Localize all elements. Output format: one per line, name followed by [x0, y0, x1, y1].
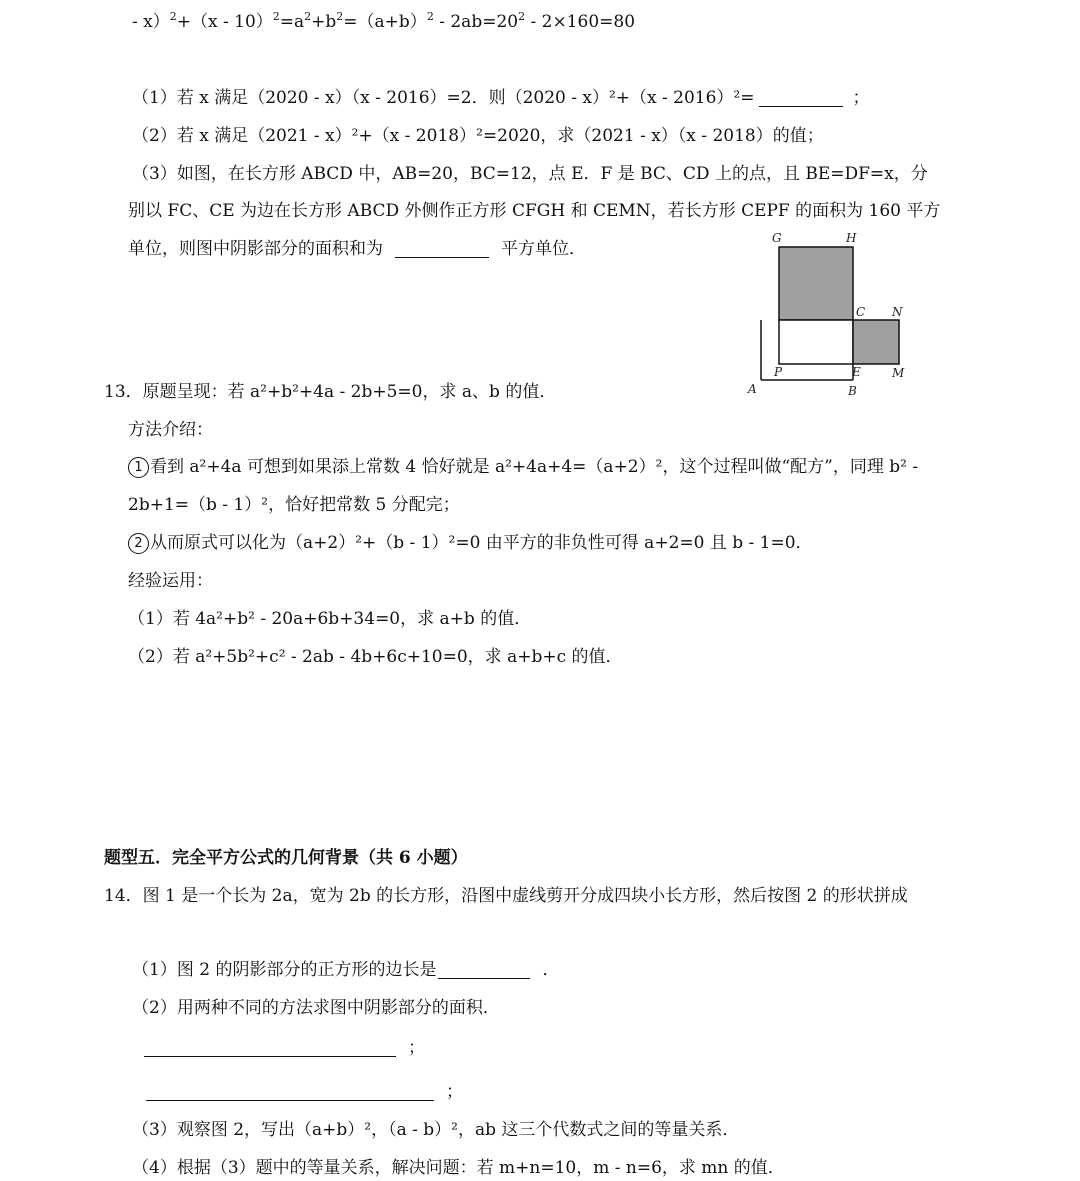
q14-answer-line2 — [146, 1080, 463, 1104]
answer-blank[interactable] — [395, 241, 489, 258]
sup: 2 — [336, 10, 344, 23]
q12-part3-line3 — [128, 237, 586, 261]
q13-method-step1-text: 看到 a²+4a 可想到如果添上常数 4 恰好就是 a²+4a+4=（a+2）²，这个过程叫做“配方”，同理 b² - — [150, 457, 919, 477]
rectangle-squares-figure — [742, 228, 922, 400]
punct: ； — [408, 1038, 425, 1058]
q12-part2: （2）若 x 满足（2021 - x）²+（x - 2018）²=2020，求（2021 - x）（x - 2018）的值； — [132, 126, 824, 146]
punct: ； — [852, 88, 870, 108]
q12-part1-text: （1）若 x 满足（2020 - x）（x - 2016）=2．则（2020 - x）²+（x - 2016）²= — [132, 88, 755, 108]
q13-method-heading: 方法介绍： — [128, 420, 213, 440]
square-cfgh — [779, 247, 853, 320]
sup: 2 — [304, 10, 312, 23]
sup: 2 — [169, 10, 177, 23]
label-g: G — [772, 231, 782, 245]
q14-answer-line1 — [144, 1036, 425, 1060]
formula-part: =a — [279, 12, 305, 32]
formula-part: =（a+b） — [343, 12, 427, 32]
label-n: N — [892, 305, 903, 319]
square-cemn — [853, 320, 899, 364]
punct: ． — [542, 960, 560, 980]
q13-method-step2 — [128, 531, 813, 555]
sup: 2 — [272, 10, 280, 23]
q12-part3-line3-text: 单位，则图中阴影部分的面积和为 — [128, 239, 383, 259]
q14-part1 — [132, 958, 559, 982]
q13-method-step1-line2: 2b+1=（b - 1）²，恰好把常数 5 分配完； — [128, 495, 460, 515]
label-m: M — [892, 366, 905, 380]
punct: ； — [446, 1082, 463, 1102]
q14-part4: （4）根据（3）题中的等量关系，解决问题：若 m+n=10，m - n=6，求 mn 的值． — [132, 1158, 785, 1178]
answer-blank[interactable] — [759, 90, 843, 107]
top-formula-line — [132, 10, 635, 34]
formula-part: +（x - 10） — [176, 12, 273, 32]
formula-part: +b — [311, 12, 337, 32]
q14-part3: （3）观察图 2，写出（a+b）²，（a - b）²，ab 这三个代数式之间的等量关系． — [132, 1120, 740, 1140]
label-c: C — [856, 305, 866, 319]
formula-part: - 2ab=20 — [433, 12, 519, 32]
label-h: H — [846, 231, 857, 245]
label-e: E — [852, 365, 861, 379]
q13-method-step1-line1 — [128, 455, 918, 479]
q13-part1: （1）若 4a²+b² - 20a+6b+34=0，求 a+b 的值． — [128, 609, 532, 629]
answer-blank[interactable] — [438, 962, 530, 979]
sup: 2 — [426, 10, 434, 23]
q12-part1 — [132, 86, 870, 110]
q12-part3-line2: 别以 FC、CE 为边在长方形 ABCD 外侧作正方形 CFGH 和 CEMN，若长方形 CEPF 的面积为 160 平方 — [128, 201, 941, 221]
sup: 2 — [518, 10, 526, 23]
q13-method-step2-text: 从而原式可以化为（a+2）²+（b - 1）²=0 由平方的非负性可得 a+2=0 且 b - 1=0． — [150, 533, 813, 553]
q13-title: 13．原题呈现：若 a²+b²+4a - 2b+5=0，求 a、b 的值． — [104, 382, 557, 402]
answer-blank[interactable] — [146, 1084, 434, 1101]
q14-part2: （2）用两种不同的方法求图中阴影部分的面积． — [132, 998, 500, 1018]
label-p: P — [774, 365, 783, 379]
label-b: B — [848, 384, 857, 398]
q13-part2: （2）若 a²+5b²+c² - 2ab - 4b+6c+10=0，求 a+b+c 的值． — [128, 647, 623, 667]
rectangle-cepf — [779, 320, 853, 364]
q14-part1-text: （1）图 2 的阴影部分的正方形的边长是 — [132, 960, 437, 980]
formula-part: - x） — [132, 12, 170, 32]
q14-title: 14．图 1 是一个长为 2a，宽为 2b 的长方形，沿图中虚线剪开分成四块小长方形，然后按图 2 的形状拼成 — [104, 886, 908, 906]
section-heading: 题型五．完全平方公式的几何背景（共 6 小题） — [104, 848, 468, 868]
label-a: A — [748, 382, 757, 396]
answer-blank[interactable] — [144, 1040, 396, 1057]
q13-experience-heading: 经验运用： — [128, 571, 213, 591]
q12-part3-line1: （3）如图，在长方形 ABCD 中，AB=20，BC=12，点 E．F 是 BC、CD 上的点，且 BE=DF=x，分 — [132, 164, 928, 184]
circled-number-1: 1 — [128, 457, 149, 478]
unit-text: 平方单位． — [501, 239, 586, 259]
formula-part: - 2×160=80 — [525, 12, 636, 32]
circled-number-2: 2 — [128, 533, 149, 554]
